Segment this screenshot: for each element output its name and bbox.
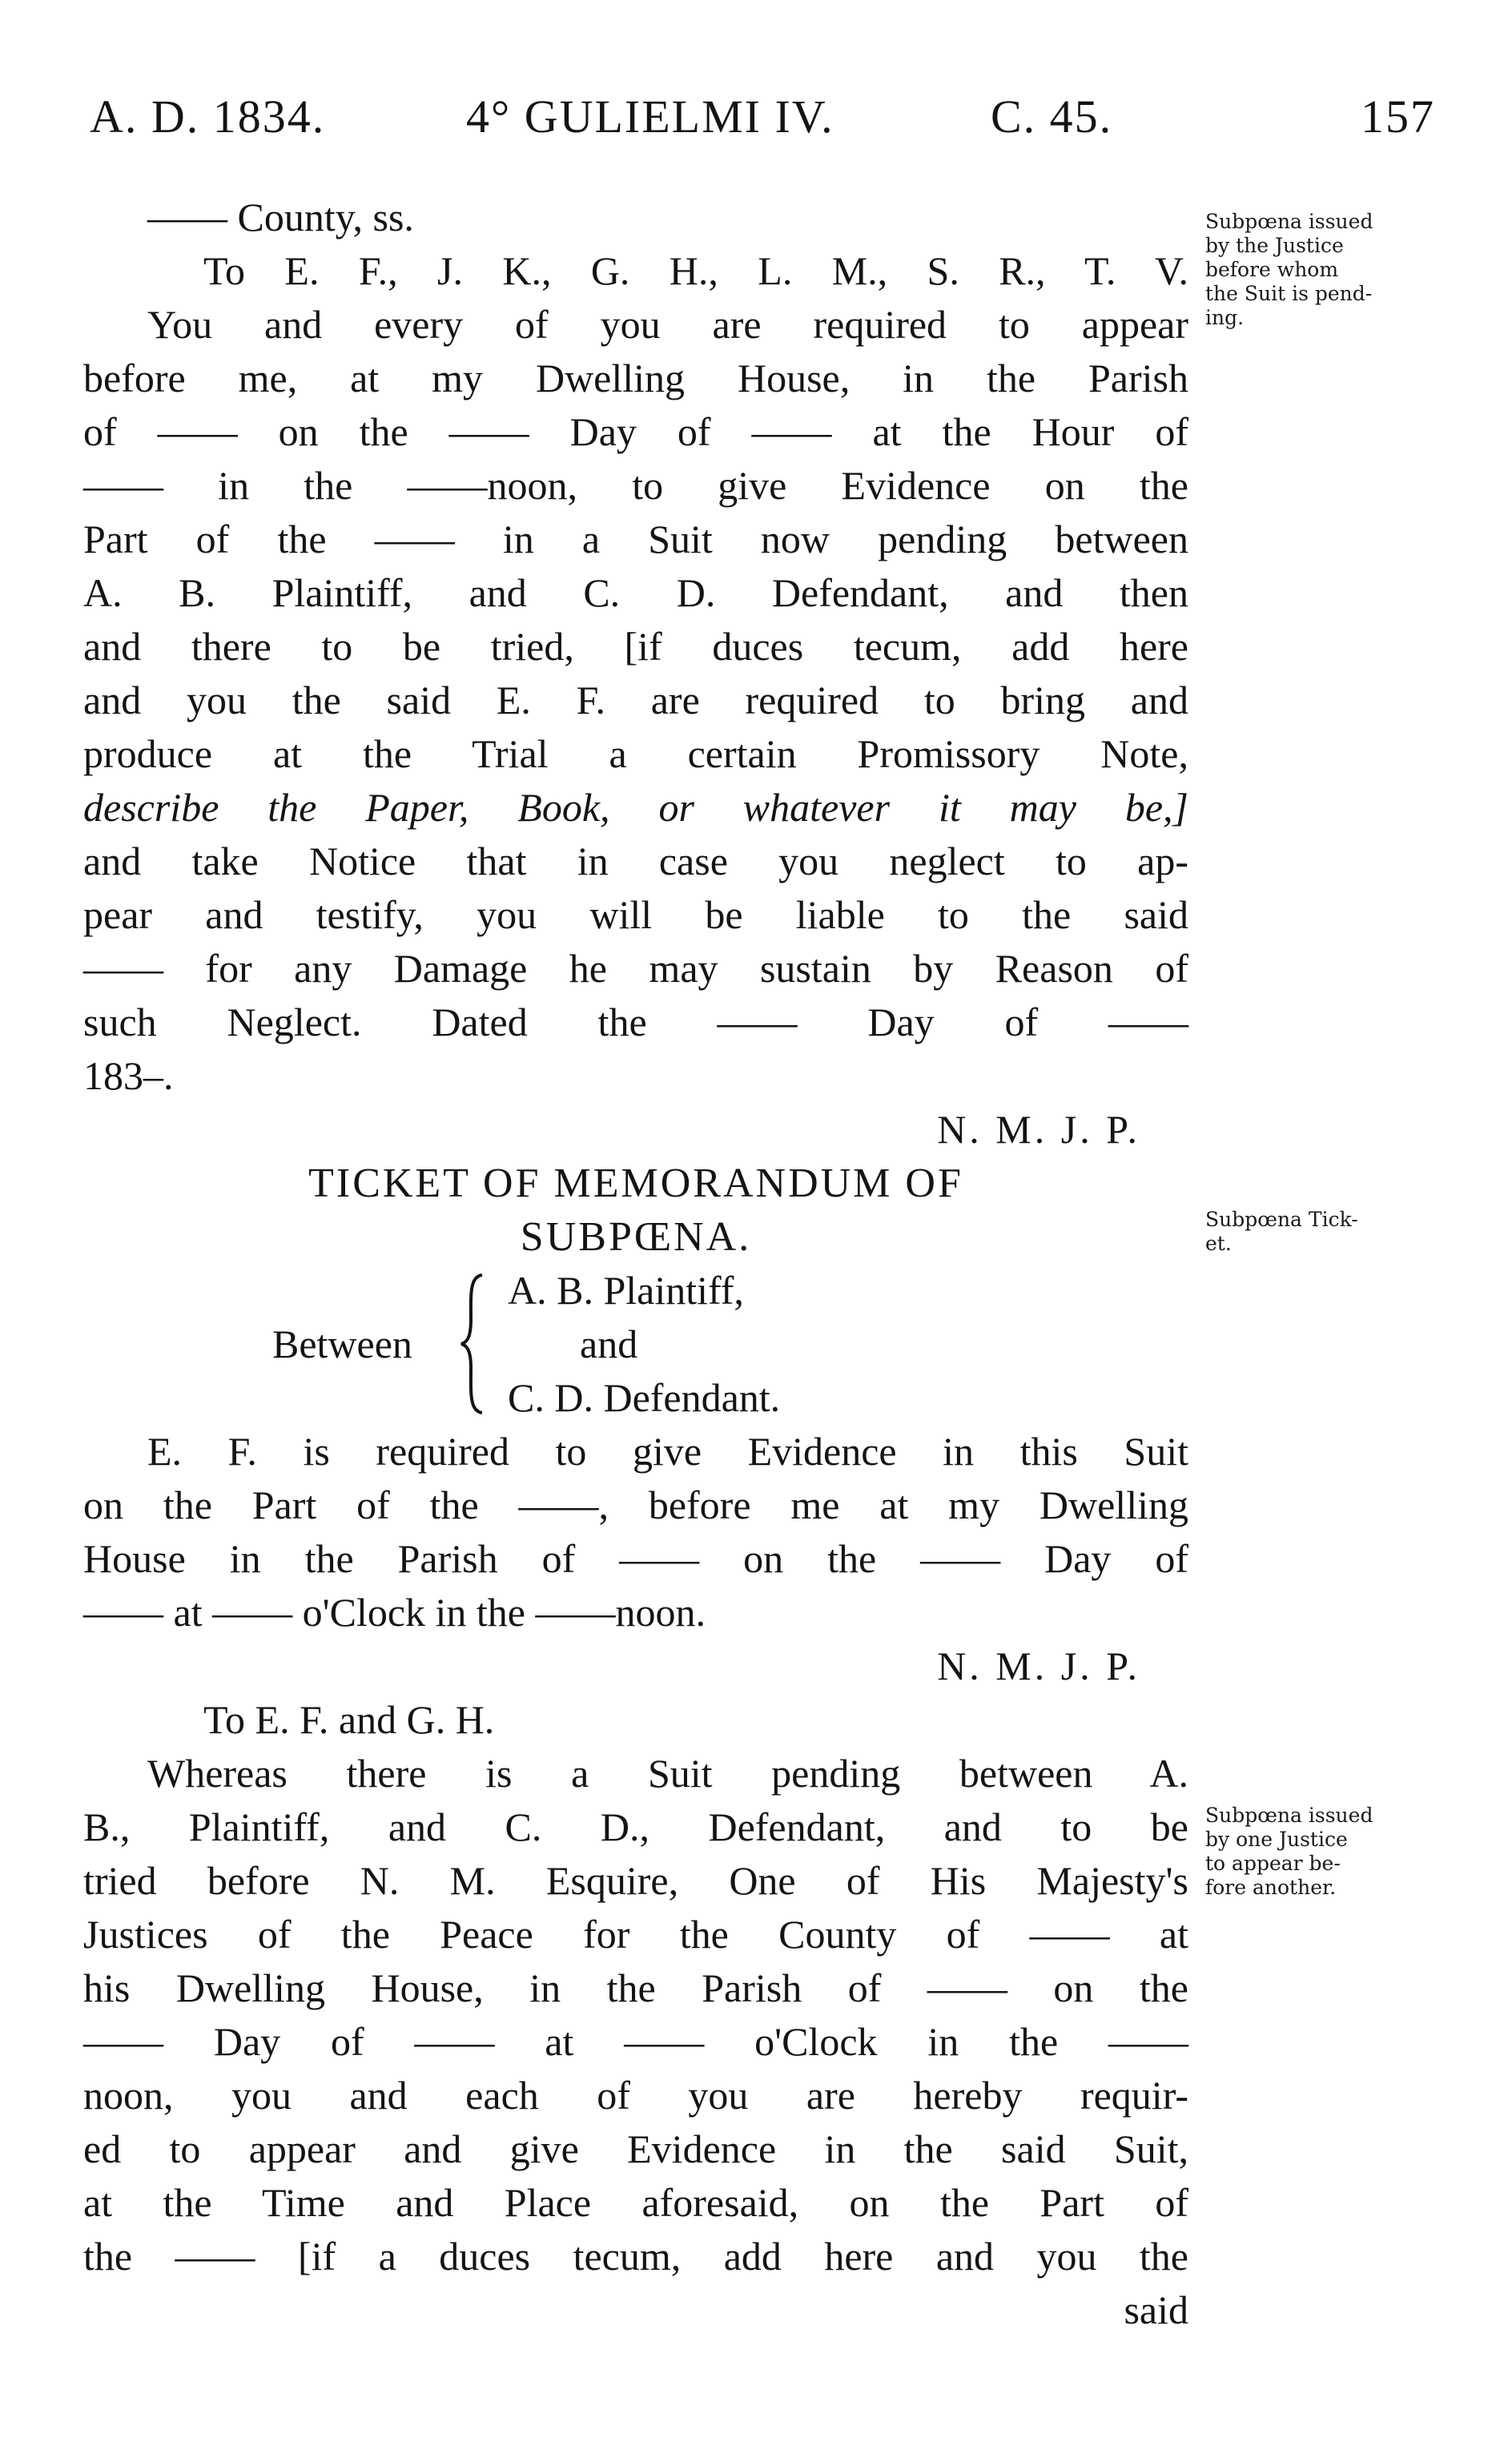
text-line: of —— on the —— Day of —— at the Hour of xyxy=(83,409,1188,454)
text-line: —— Day of —— at —— o'Clock in the —— xyxy=(83,2019,1188,2064)
text-line: Justices of the Peace for the County of —— at xyxy=(83,1912,1188,1957)
header-year: A. D. 1834. xyxy=(90,91,326,143)
text-line: on the Part of the ——, before me at my Dwelling xyxy=(83,1482,1188,1527)
margin-note-line: to appear be- xyxy=(1205,1852,1341,1875)
text-line: —— in the ——noon, to give Evidence on the xyxy=(83,463,1188,508)
text-line: E. F. is required to give Evidence in this Suit xyxy=(147,1429,1188,1474)
text-line: To E. F., J. K., G. H., L. M., S. R., T. V. xyxy=(203,248,1188,293)
running-head xyxy=(90,90,1435,154)
text-line: B., Plaintiff, and C. D., Defendant, and to be xyxy=(83,1804,1188,1849)
text-line: pear and testify, you will be liable to the said xyxy=(83,892,1188,937)
text-line: You and every of you are required to appear xyxy=(147,302,1188,347)
text-line: his Dwelling House, in the Parish of —— on the xyxy=(83,1965,1188,2010)
margin-note-line: et. xyxy=(1205,1232,1232,1255)
main-text xyxy=(83,191,1188,2337)
signature: N. M. J. P. xyxy=(937,1107,1140,1152)
text-line: A. B. Plaintiff, and C. D. Defendant, and then xyxy=(83,570,1188,615)
margin-note-line: ing. xyxy=(1205,306,1245,329)
subpoena-form xyxy=(83,191,1188,1157)
text-line: before me, at my Dwelling House, in the Parish xyxy=(83,356,1188,400)
text-line: —— County, ss. xyxy=(147,195,414,239)
margin-note-line: by one Justice xyxy=(1205,1828,1348,1851)
margin-note-line: fore another. xyxy=(1205,1876,1337,1899)
text-line: Whereas there is a Suit pending between A. xyxy=(147,1751,1188,1796)
header-chapter: C. 45. xyxy=(991,91,1113,143)
text-line: at the Time and Place aforesaid, on the Part of xyxy=(83,2180,1188,2225)
margin-note-line: Subpœna issued xyxy=(1205,210,1373,233)
text-line: and you the said E. F. are required to bring and xyxy=(83,678,1188,722)
section-heading: SUBPŒNA. xyxy=(520,1214,752,1260)
text-line: tried before N. M. Esquire, One of His Majesty's xyxy=(83,1858,1188,1903)
ticket-form xyxy=(83,1157,1188,1693)
text-line: noon, you and each of you are hereby requir- xyxy=(83,2073,1188,2118)
plaintiff-name: A. B. Plaintiff, xyxy=(508,1268,744,1313)
margin-note-line: Subpœna Tick- xyxy=(1205,1208,1358,1231)
address-line: To E. F. and G. H. xyxy=(203,1697,495,1742)
subpoena-one-justice-form xyxy=(83,1693,1188,2337)
margin-note-line: before whom xyxy=(1205,258,1339,281)
margin-note-line: by the Justice xyxy=(1205,234,1344,257)
text-line: Part of the —— in a Suit now pending between xyxy=(83,517,1188,561)
header-regnal-year: 4° GULIELMI IV. xyxy=(466,91,834,143)
section-heading: TICKET OF MEMORANDUM OF xyxy=(308,1161,963,1206)
margin-note-line: Subpœna issued xyxy=(1205,1804,1373,1827)
text-line: House in the Parish of —— on the —— Day of xyxy=(83,1536,1188,1581)
text-line: produce at the Trial a certain Promissory Note, xyxy=(83,731,1188,776)
margin-note-subpoena-ticket xyxy=(1205,1208,1470,1256)
text-line: —— for any Damage he may sustain by Reason of xyxy=(83,946,1188,991)
text-line: ed to appear and give Evidence in the said Suit, xyxy=(83,2126,1188,2171)
and-word: and xyxy=(580,1322,638,1366)
parties-block xyxy=(83,1264,1188,1425)
text-line: and there to be tried, [if duces tecum, add here xyxy=(83,624,1188,669)
text-line: the —— [if a duces tecum, add here and you the xyxy=(83,2234,1188,2279)
page-number: 157 xyxy=(1361,91,1435,143)
between-label: Between xyxy=(272,1322,412,1366)
defendant-name: C. D. Defendant. xyxy=(508,1375,781,1420)
text-line: 183–. xyxy=(83,1053,174,1098)
catchword: said xyxy=(1124,2287,1188,2332)
curly-brace-icon xyxy=(458,1272,490,1416)
margin-note-line: the Suit is pend- xyxy=(1205,282,1373,305)
text-line: such Neglect. Dated the —— Day of —— xyxy=(83,1000,1188,1044)
signature: N. M. J. P. xyxy=(937,1643,1140,1688)
text-line: —— at —— o'Clock in the ——noon. xyxy=(83,1590,706,1635)
text-line: describe the Paper, Book, or whatever it may be,] xyxy=(83,785,1188,830)
margin-note-subpoena-one-justice xyxy=(1205,1804,1470,1900)
text-line: and take Notice that in case you neglect to ap- xyxy=(83,839,1188,883)
margin-note-subpoena-by-justice xyxy=(1205,210,1470,330)
